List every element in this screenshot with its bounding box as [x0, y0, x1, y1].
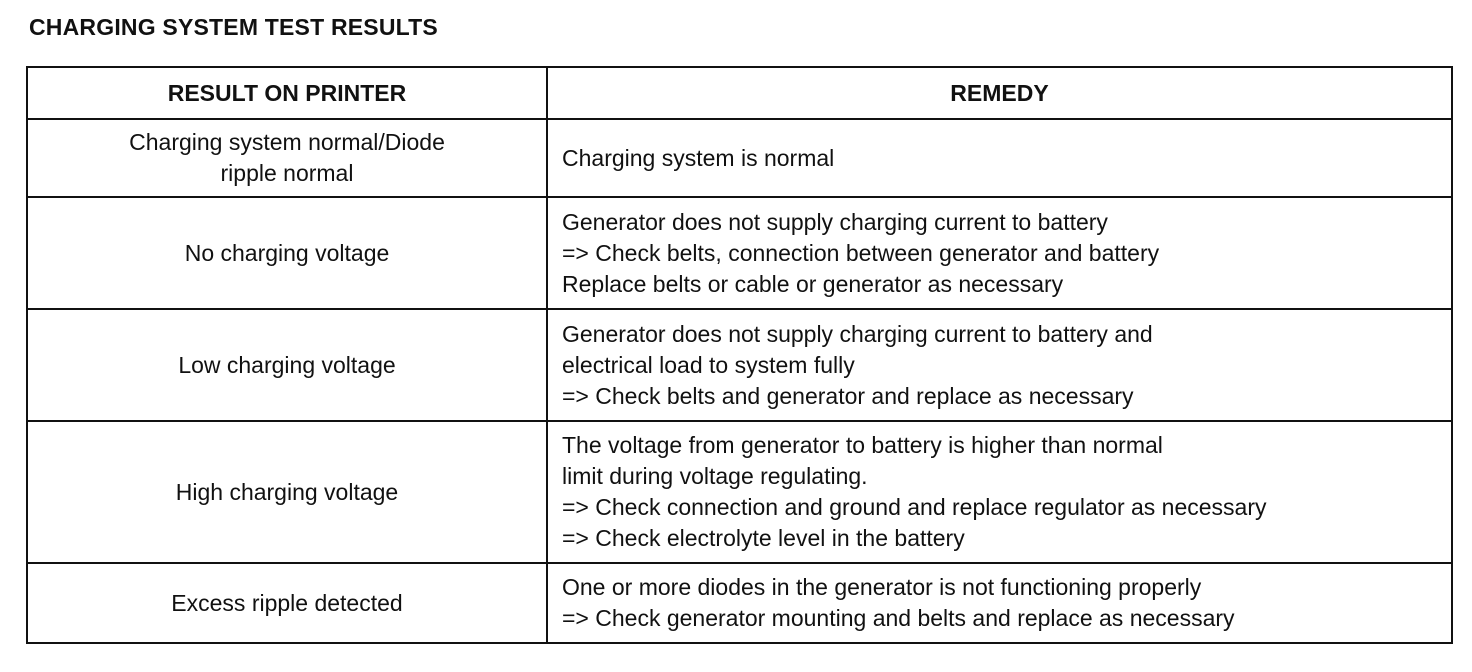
result-cell — [27, 563, 547, 643]
remedy-cell — [547, 197, 1452, 309]
result-cell — [27, 119, 547, 197]
remedy-text: Generator does not supply charging current to battery and — [562, 320, 1153, 347]
remedy-cell — [547, 309, 1452, 421]
remedy-text: => Check belts and generator and replace as necessary — [562, 382, 1134, 409]
result-text: Low charging voltage — [178, 351, 396, 378]
table-row — [27, 119, 1452, 197]
result-text: Excess ripple detected — [171, 589, 403, 616]
result-cell — [27, 197, 547, 309]
result-cell — [27, 309, 547, 421]
remedy-text: limit during voltage regulating. — [562, 463, 868, 489]
remedy-text: One or more diodes in the generator is not functioning properly — [562, 574, 1202, 600]
column-header-result: RESULT ON PRINTER — [27, 67, 547, 119]
test-results-table — [26, 66, 1453, 644]
remedy-text: => Check belts, connection between generator and battery — [562, 239, 1160, 266]
table-row — [27, 309, 1452, 421]
result-text: Charging system normal/Diode — [129, 129, 445, 155]
remedy-text: electrical load to system fully — [562, 351, 855, 378]
remedy-cell — [547, 119, 1452, 197]
result-text: High charging voltage — [175, 478, 399, 505]
document-title: CHARGING SYSTEM TEST RESULTS — [29, 14, 438, 40]
remedy-text: Charging system is normal — [562, 144, 835, 171]
remedy-cell — [547, 563, 1452, 643]
remedy-text: The voltage from generator to battery is higher than normal — [562, 432, 1163, 458]
result-cell — [27, 421, 547, 563]
remedy-cell — [547, 421, 1452, 563]
remedy-text: => Check connection and ground and replace regulator as necessary — [562, 494, 1267, 520]
remedy-text: => Check generator mounting and belts and replace as necessary — [562, 605, 1235, 631]
column-header-remedy: REMEDY — [547, 67, 1452, 119]
table-row — [27, 563, 1452, 643]
remedy-text: => Check electrolyte level in the battery — [562, 525, 965, 551]
table-row — [27, 197, 1452, 309]
table-row — [27, 421, 1452, 563]
result-text: ripple normal — [220, 160, 354, 186]
result-text: No charging voltage — [184, 239, 390, 266]
remedy-text: Generator does not supply charging current to battery — [562, 208, 1108, 235]
remedy-text: Replace belts or cable or generator as necessary — [562, 270, 1064, 297]
table-header-row — [27, 67, 1452, 119]
